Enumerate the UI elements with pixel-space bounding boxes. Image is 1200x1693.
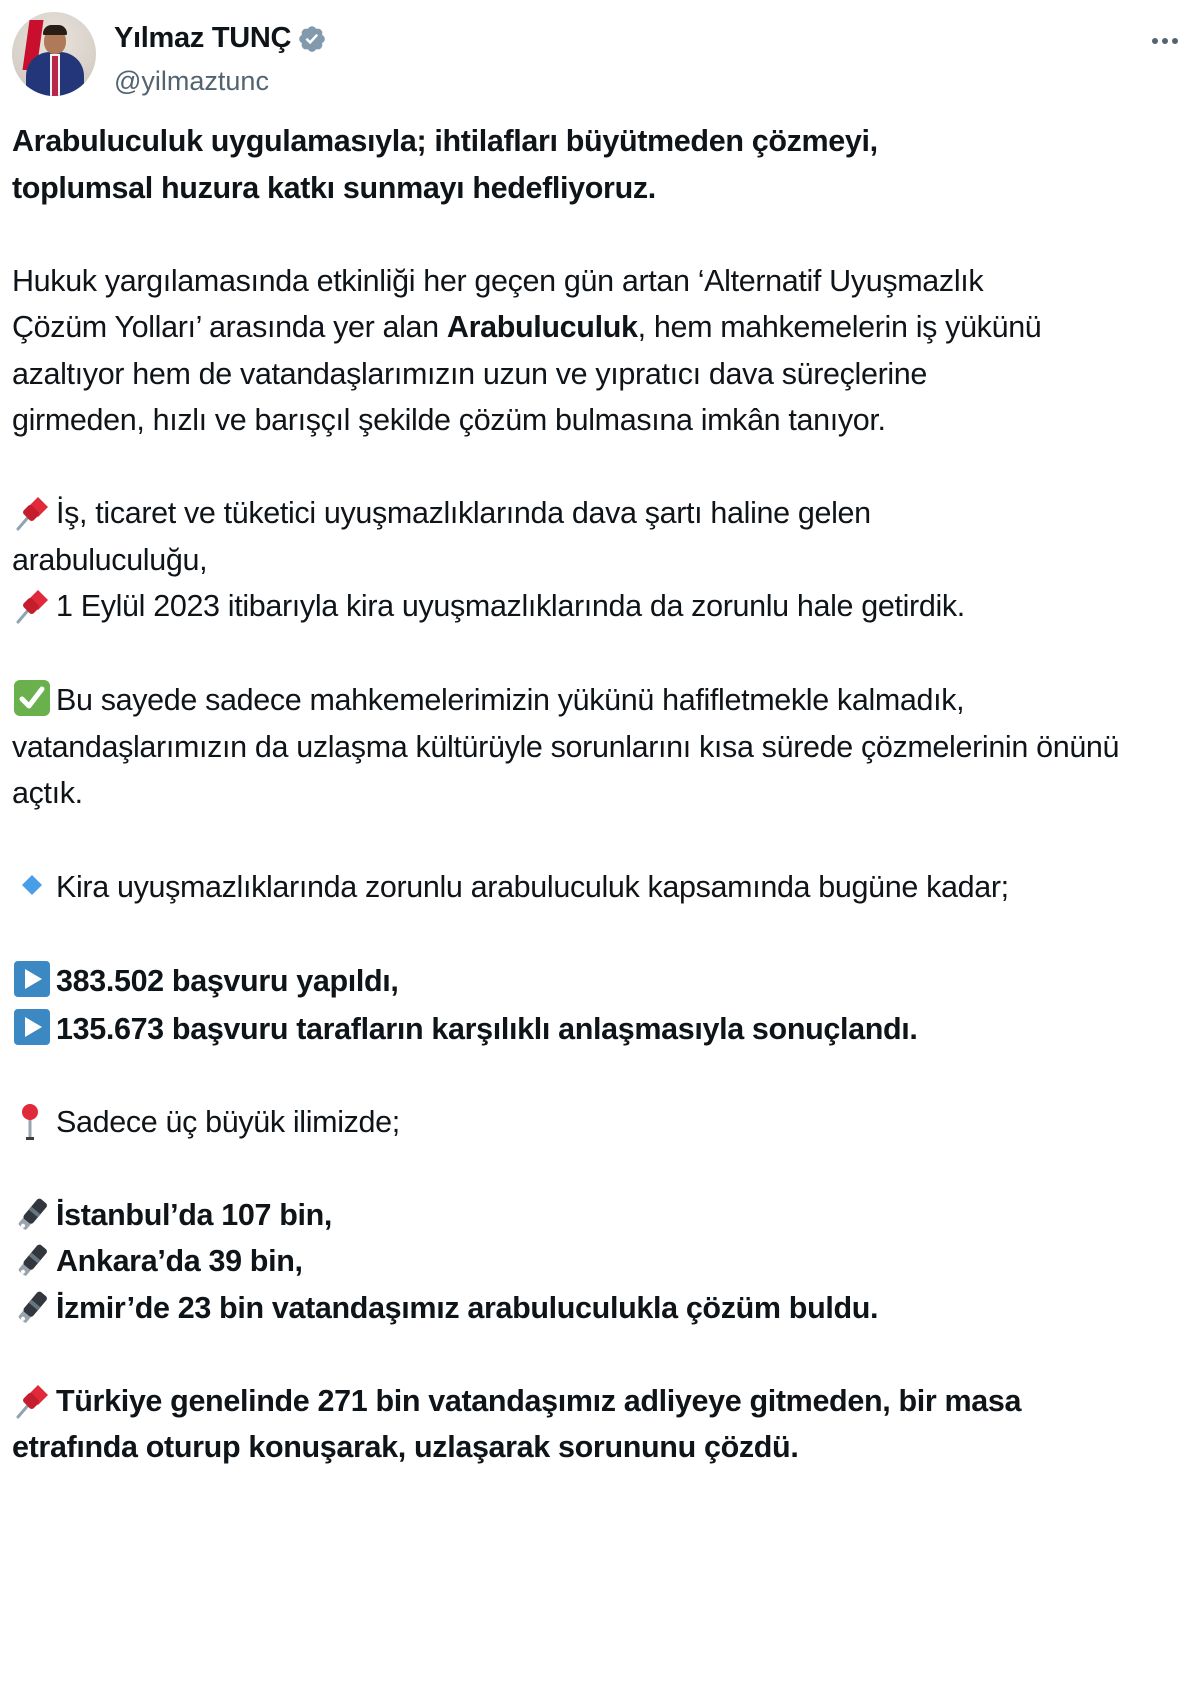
blue-diamond-icon [12, 865, 56, 905]
check-item: Bu sayede sadece mahkemelerimizin yükünü hafifletmekle kalmadık, vatandaşlarımızın da uzlaşma kültürüyle sorunlarını kısa sürede çözmelerinin önünü açtık. [12, 676, 1122, 817]
closing-item: Türkiye genelinde 271 bin vatandaşımız adliyeye gitmeden, bir masa etrafında oturup konuşarak, uzlaşarak sorununu çözdü. [12, 1378, 1092, 1471]
intro-paragraph: Hukuk yargılamasında etkinliği her geçen gün artan ‘Alternatif Uyuşmazlık Çözüm Yolları’ arasında yer alan Arabuluculuk, hem mahkemelerin iş yükünü azaltıyor hem de vatandaşlarımızın uzun ve yıpratıcı dava süreçlerine girmeden, hızlı ve barışçıl şekilde çözüm bulmasına imkân tanıyor. [12, 263, 1042, 437]
pushpin-icon [12, 1381, 56, 1421]
headline-line-2: toplumsal huzura katkı sunmayı hedefliyoruz. [12, 170, 656, 205]
pen-icon [12, 1241, 56, 1281]
author-name-row [114, 22, 327, 55]
hair-graphic [43, 25, 67, 35]
pen-icon [12, 1288, 56, 1328]
city-item-2: Ankara’da 39 bin, [12, 1238, 1192, 1285]
round-pushpin-icon [12, 1102, 56, 1142]
pen-icon [12, 1195, 56, 1235]
play-button-icon [12, 959, 56, 999]
pushpin-icon [12, 493, 56, 533]
tweet-header [12, 12, 1188, 102]
headline-line-1: Arabuluculuk uygulamasıyla; ihtilafları büyütmeden çözmeyi, [12, 124, 878, 158]
pushpin-icon [12, 586, 56, 626]
avatar[interactable] [12, 12, 96, 96]
diamond-item: Kira uyuşmazlıklarında zorunlu arabuluculuk kapsamında bugüne kadar; [12, 863, 1072, 911]
pin-item-1: İş, ticaret ve tüketici uyuşmazlıklarında dava şartı haline gelen arabuluculuğu, [12, 490, 1012, 583]
city-item-3: İzmir’de 23 bin vatandaşımız arabuluculukla çözüm buldu. [12, 1285, 1192, 1332]
play-button-icon [12, 1007, 56, 1047]
city-item-1: İstanbul’da 107 bin, [12, 1192, 1192, 1239]
tweet-text [12, 118, 1192, 1471]
verified-badge-icon [297, 24, 327, 54]
tie-graphic [52, 56, 58, 96]
check-mark-button-icon [12, 678, 56, 718]
author-name[interactable]: Yılmaz TUNÇ [114, 22, 292, 54]
round-pin-item: Sadece üç büyük ilimizde; [12, 1099, 1192, 1146]
more-horizontal-icon [1152, 38, 1158, 44]
more-options-button[interactable] [1146, 32, 1184, 50]
stat-item-1: 383.502 başvuru yapıldı, [12, 957, 1192, 1005]
author-handle[interactable]: @yilmaztunc [114, 66, 269, 96]
stat-item-2: 135.673 başvuru tarafların karşılıklı anlaşmasıyla sonuçlandı. [12, 1005, 1192, 1053]
pin-item-2: 1 Eylül 2023 itibarıyla kira uyuşmazlıklarında da zorunlu hale getirdik. [12, 583, 1192, 630]
